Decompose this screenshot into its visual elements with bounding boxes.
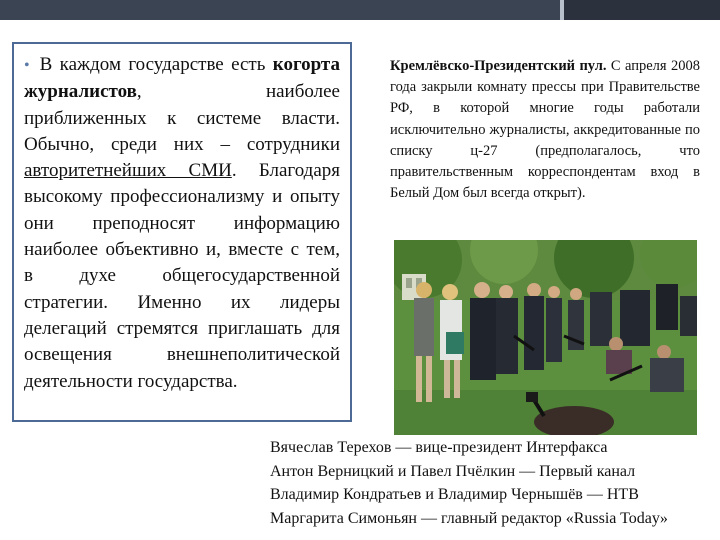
press-pool-photo-illustration [394,240,697,435]
main-paragraph [24,52,340,395]
caption-line-2: Антон Верницкий и Павел Пчёлкин — Первый канал [270,462,636,480]
caption-line-1: Вячеслав Терехов — вице-президент Интерфакса [270,439,608,456]
main-text-part-2: , наиболее приближенных к системе власти. Обычно, среди них – сотрудники [24,81,340,155]
header-dark-block [560,0,720,20]
caption-line-4: Маргарита Симоньян — главный редактор «Russia Today» [270,509,668,527]
pool-text: С апреля 2008 года закрыли комнату прессы при Правительстве РФ, в которой многие годы работали исключительно журналисты, аккредитованные по списку ц-27 (предполагалось, что правительственным корреспондентам вход в Белый Дом был всегда открыт). [390,58,700,202]
main-text-box [12,42,352,422]
main-bold-phrase: когорта журналистов [24,54,340,103]
main-text-part-3: . Благодаря высокому профессионализму и опыту они преподносят информацию наиболее объективно и, вместе с тем, в духе общегосударственной стратегии. Именно их лидеры делегаций стремятся приглашать для освещения внешнеполитической деятельности государства. [24,160,341,392]
main-underlined-phrase: авторитетнейших СМИ [24,160,232,182]
main-text-part-1: В каждом государстве есть [39,54,273,75]
bullet-icon: • [24,57,30,74]
press-pool-photo [394,240,697,435]
caption-line-3: Владимир Кондратьев и Владимир Чернышёв — НТВ [270,486,639,503]
pool-paragraph [390,56,700,204]
photo-caption [270,436,715,530]
header-accent-stripe [560,0,564,20]
pool-title: Кремлёвско-Президентский пул. [390,58,607,74]
